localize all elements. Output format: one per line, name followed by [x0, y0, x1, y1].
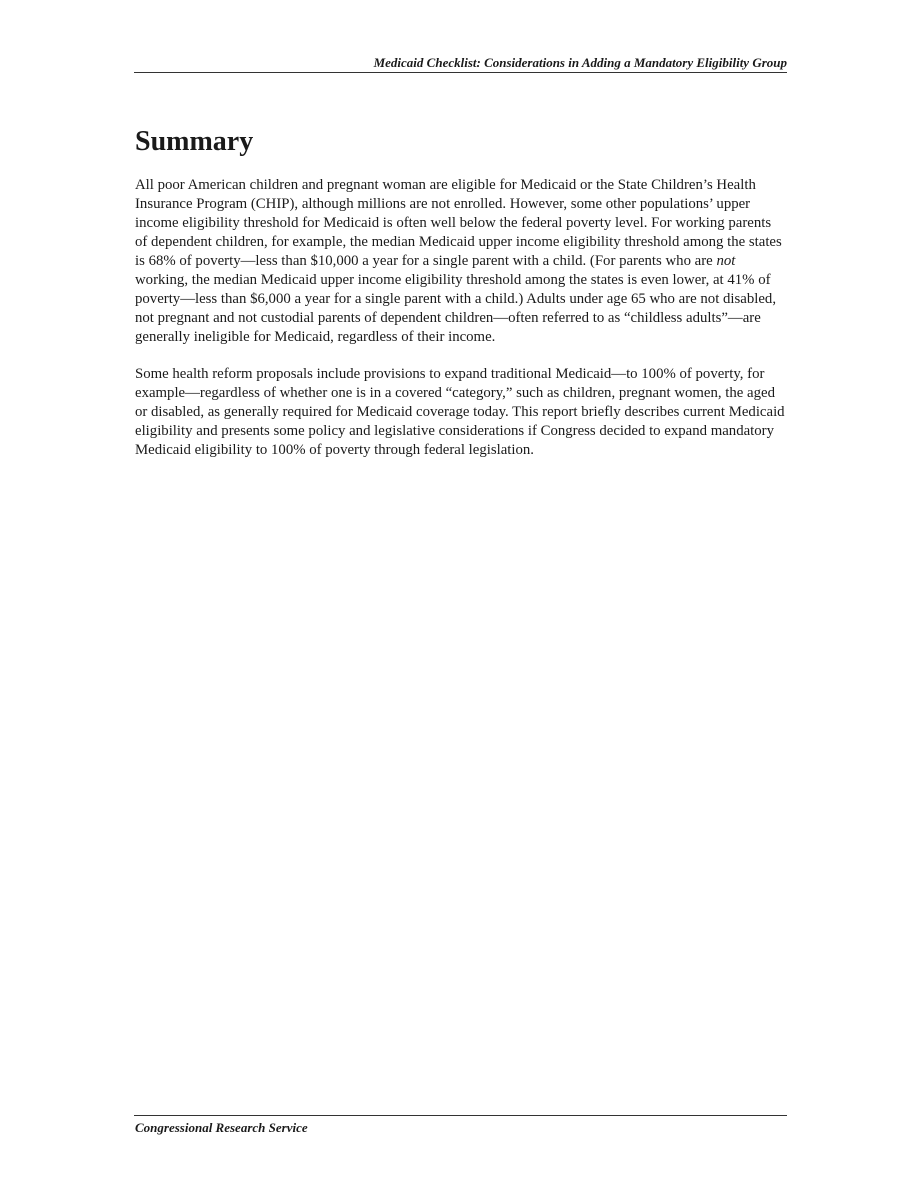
header-divider — [134, 72, 787, 73]
paragraph-1-italic-word: not — [716, 253, 736, 269]
footer-divider — [134, 1115, 787, 1116]
section-title: Summary — [135, 126, 254, 157]
paragraph-1-text-end: working, the median Medicaid upper income eligibility threshold among the states is even lower, at 41% of poverty—less than $6,000 a year for a single parent with a child.) Adults under age 65 who are not disabled, not pregnant and not custodial parents of dependent children—often referred to as “childless adults”—are generally ineligible for Medicaid, regardless of their income. — [135, 272, 777, 345]
summary-body — [135, 176, 785, 478]
paragraph-1-text-start: All poor American children and pregnant woman are eligible for Medicaid or the State Children’s Health Insurance Program (CHIP), although millions are not enrolled. However, some other populations’ upper income eligibility threshold for Medicaid is often well below the federal poverty level. For working parents of dependent children, for example, the median Medicaid upper income eligibility threshold among the states is 68% of poverty—less than $10,000 a year for a single parent with a child. (For parents who are — [135, 177, 782, 269]
paragraph-1 — [135, 176, 785, 347]
running-header: Medicaid Checklist: Considerations in Adding a Mandatory Eligibility Group — [373, 55, 787, 70]
running-footer: Congressional Research Service — [135, 1120, 308, 1135]
paragraph-2: Some health reform proposals include provisions to expand traditional Medicaid—to 100% of poverty, for example—regardless of whether one is in a covered “category,” such as children, pregnant women, the aged or disabled, as generally required for Medicaid coverage today. This report briefly describes current Medicaid eligibility and presents some policy and legislative considerations if Congress decided to expand mandatory Medicaid eligibility to 100% of poverty through federal legislation. — [135, 366, 785, 458]
